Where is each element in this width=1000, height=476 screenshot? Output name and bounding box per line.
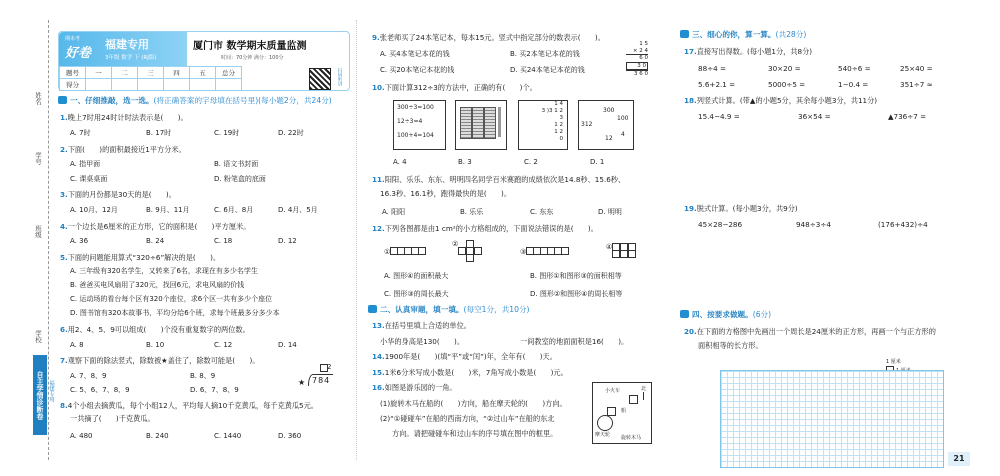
division-dividend: 784 <box>312 376 331 385</box>
option[interactable]: D. 明明 <box>598 208 622 216</box>
question-15[interactable] <box>372 368 568 377</box>
option[interactable]: A. 10月、12月 <box>70 206 118 214</box>
shape-4 <box>606 243 636 259</box>
brand-sub: 3年级 数学 下 (RJ版) <box>105 55 157 61</box>
question-4 <box>60 222 250 231</box>
division-line: 1 2 <box>554 129 563 135</box>
shape-label: ② <box>452 240 459 248</box>
division-line: 1 4 <box>554 101 563 107</box>
section-icon <box>680 310 689 318</box>
cell <box>418 247 426 255</box>
option[interactable]: A. 7时 <box>70 129 91 137</box>
section-icon <box>680 30 689 38</box>
method-line: 300÷3=100 <box>397 104 434 111</box>
cell <box>612 250 620 258</box>
question-number: 12. <box>372 224 385 233</box>
brand-banner <box>59 32 187 66</box>
option[interactable]: C. 12 <box>214 341 233 349</box>
map-label-train: 小火车 <box>605 388 621 394</box>
question-19 <box>684 204 798 213</box>
vertical-calc-item[interactable]: 15.4−4.9 = <box>698 112 740 121</box>
question-10 <box>372 83 537 92</box>
method-c-box <box>518 100 568 150</box>
step-calc-item[interactable]: 948÷3÷4 <box>796 220 831 229</box>
section-2-heading: 二、认真审题，填一填。 <box>380 305 464 314</box>
option[interactable]: B. 10 <box>146 341 165 349</box>
option[interactable]: C. 运动场的看台每个区有320个座位，求6个区一共有多少个座位 <box>70 295 273 303</box>
vertical-line: 3 0 <box>626 62 648 71</box>
exam-meta: 时间：70分钟 满分：100分 <box>221 55 284 61</box>
score-header-cell: 一 <box>86 67 112 79</box>
question-11-cont: 16.3秒、16.1秒，跑得最快的是( )。 <box>380 189 512 198</box>
tree-node: 300 <box>603 107 615 114</box>
section-2-title <box>368 305 530 315</box>
score-value-row <box>60 79 242 91</box>
shape-label: ① <box>384 248 391 256</box>
option[interactable]: A. 买4本笔记本花的钱 <box>380 50 450 58</box>
title-bar <box>187 32 349 66</box>
question-16-2-cont[interactable]: 方向。请把碰碰车和过山车的序号填在图中的框里。 <box>392 429 558 438</box>
division-line: 3 <box>559 115 563 121</box>
shape-2 <box>452 240 482 262</box>
hundred-block <box>460 107 472 139</box>
cell <box>466 254 474 262</box>
question-16-2[interactable]: (2)“①碰碰车”在船的西南方向，“②过山车”在船的东北 <box>380 414 555 423</box>
question-20-cont: 面积相等的长方形。 <box>698 341 763 350</box>
section-icon <box>368 305 377 313</box>
map-label-boat: 船 <box>621 408 627 414</box>
sidebar-title: 自主学情诊断卷 <box>36 370 44 420</box>
option[interactable]: B. 乐乐 <box>460 208 484 216</box>
oral-item[interactable]: 30×20 = <box>768 64 801 73</box>
score-row-label: 得分 <box>60 79 86 91</box>
option[interactable]: A. 36 <box>70 237 89 245</box>
question-text: 下面计算312÷3的方法中，正确的有( )个。 <box>384 83 537 92</box>
question-13-b[interactable]: 一间教室的地面面积是16( )。 <box>520 337 629 346</box>
question-text: 下列各图都是由1 cm²的小方格组成的，下面说法错误的是( )。 <box>384 224 598 233</box>
option[interactable]: C. 买20本笔记本花的钱 <box>380 66 455 74</box>
oral-item[interactable]: 351÷7 ≈ <box>900 80 933 89</box>
method-line: 12÷3=4 <box>397 118 423 125</box>
step-calc-item[interactable]: (176+432)÷4 <box>878 220 928 229</box>
question-number: 17. <box>684 47 697 56</box>
option[interactable]: A. 8 <box>70 341 84 349</box>
option[interactable]: A. 图形④的面积最大 <box>384 272 449 280</box>
question-1 <box>60 113 188 122</box>
section-2-note: (每空1分，共10分) <box>463 305 530 314</box>
question-14[interactable] <box>372 352 557 361</box>
sidebar-sub: 福建专用 <box>48 380 54 402</box>
option[interactable]: D. 买24本笔记本花的钱 <box>510 66 585 74</box>
step-calc-item[interactable]: 45×28−286 <box>698 220 743 229</box>
option[interactable]: C. 2 <box>524 158 538 166</box>
question-number: 13. <box>372 321 385 330</box>
section-3-title <box>680 30 806 40</box>
option[interactable]: D. 14 <box>278 341 297 349</box>
binding-label-class: 班级 <box>34 225 42 238</box>
option[interactable]: C. 课桌桌面 <box>70 175 108 183</box>
question-number: 2. <box>60 145 68 154</box>
brand-logo: 好卷 <box>65 46 92 61</box>
shape-3 <box>520 247 568 256</box>
vertical-line: × 2 4 <box>626 48 648 56</box>
question-text: 1米6分米写成小数是( )米，7角写成小数是( )元。 <box>384 368 568 377</box>
question-6 <box>60 325 250 334</box>
option[interactable]: A. 480 <box>70 432 93 440</box>
score-header-cell: 题号 <box>60 67 86 79</box>
question-text: 如图是游乐园的一角。 <box>384 383 457 392</box>
question-text: 下面( )的面积最接近1平方分米。 <box>67 145 186 154</box>
question-20 <box>684 327 936 336</box>
question-text: 4个小组去摘黄瓜，每个小组12人，平均每人摘10千克黄瓜，每千克黄瓜5元。 <box>67 401 318 410</box>
section-1-heading: 一、仔细推敲，选一选。 <box>70 96 154 105</box>
method-b-box <box>455 100 507 150</box>
vertical-calc-item[interactable]: 36×54 = <box>798 112 831 121</box>
question-number: 9. <box>372 33 380 42</box>
question-7 <box>60 356 259 365</box>
score-cell[interactable] <box>216 79 242 91</box>
oral-item[interactable]: 88÷4 = <box>698 64 727 73</box>
score-cell[interactable] <box>86 79 112 91</box>
score-cell[interactable] <box>164 79 190 91</box>
question-text: 列竖式计算。(带▲的小题5分，其余每小题3分，共11分) <box>696 96 878 105</box>
question-13-a[interactable]: 小华的身高是130( )。 <box>380 337 465 346</box>
shape-1 <box>384 247 425 256</box>
score-header-cell: 三 <box>138 67 164 79</box>
option[interactable]: D. 图书馆有320本故事书，平均分给6个班，求每个班最多分多少本 <box>70 309 280 317</box>
question-text: 下面的问题能用算式“320÷6”解决的是( )。 <box>67 253 221 262</box>
question-number: 15. <box>372 368 385 377</box>
north-label: 北 <box>641 386 647 392</box>
answer-box-1[interactable] <box>629 395 638 404</box>
option[interactable]: B. 240 <box>146 432 169 440</box>
section-4-note: (6分) <box>752 310 772 319</box>
question-5 <box>60 253 220 262</box>
option[interactable]: C. 19时 <box>214 129 240 137</box>
brand-region: 福建专用 <box>105 38 149 51</box>
ferris-wheel-icon <box>597 415 613 431</box>
tree-node: 100 <box>617 115 629 122</box>
method-line: 100+4=104 <box>397 132 434 139</box>
division-line: 3 )3 1 2 <box>541 108 563 114</box>
score-cell[interactable] <box>190 79 216 91</box>
question-number: 1. <box>60 113 68 122</box>
question-13 <box>372 321 471 330</box>
division-figure <box>296 363 336 390</box>
vertical-line: 6 0 <box>639 55 648 61</box>
question-text: 张老师买了24本笔记本，每本15元。竖式中指定部分的数表示( )。 <box>379 33 605 42</box>
section-1-note: (将正确答案的字母填在括号里)(每小题2分，共24分) <box>153 96 332 105</box>
column-divider <box>356 20 357 460</box>
score-cell[interactable] <box>138 79 164 91</box>
q9-vertical-multiplication <box>626 41 648 78</box>
option[interactable]: A. 4 <box>393 158 407 166</box>
option[interactable]: D. 22时 <box>278 129 304 137</box>
option[interactable]: B. 语文书封面 <box>214 160 259 168</box>
oral-item[interactable]: 540÷6 = <box>838 64 871 73</box>
option[interactable]: D. 粉笔盒的底面 <box>214 175 266 183</box>
vertical-calc-item[interactable]: ▲736÷7 = <box>888 112 927 121</box>
park-map <box>592 382 652 444</box>
shape-label: ③ <box>520 248 527 256</box>
option[interactable]: A. 指甲面 <box>70 160 101 168</box>
question-number: 4. <box>60 222 68 231</box>
question-number: 18. <box>684 96 697 105</box>
score-cell[interactable] <box>112 79 138 91</box>
cell <box>458 247 466 255</box>
score-header-cell: 五 <box>190 67 216 79</box>
vertical-line: 1 5 <box>639 41 648 47</box>
cell <box>628 250 636 258</box>
division-star: ★ <box>298 378 306 387</box>
binding-label-id: 学号 <box>34 152 42 165</box>
question-number: 19. <box>684 204 697 213</box>
score-header-cell: 四 <box>164 67 190 79</box>
option[interactable]: B. 图形①和图形③的面积相等 <box>530 272 622 280</box>
option[interactable]: C. 图形③的周长最大 <box>384 290 449 298</box>
option[interactable]: D. 12 <box>278 237 297 245</box>
question-text: 观察下面的除法竖式，除数被★盖住了，除数可能是( )。 <box>67 356 260 365</box>
question-8-cont: 一共摘了( )千克黄瓜。 <box>70 414 155 423</box>
question-text: 在下面的方格图中先画出一个周长是24厘米的正方形，再画一个与正方形的 <box>696 327 936 336</box>
question-number: 5. <box>60 253 68 262</box>
score-header-cell: 二 <box>112 67 138 79</box>
question-16 <box>372 383 457 392</box>
shape-label: ④ <box>606 243 613 251</box>
question-number: 14. <box>372 352 385 361</box>
question-9 <box>372 33 605 42</box>
question-number: 3. <box>60 190 68 199</box>
question-2 <box>60 145 186 154</box>
qr-code <box>309 68 331 90</box>
question-16-1[interactable]: (1)旋转木马在船的( )方向，船在摩天轮的( )方向。 <box>380 399 567 408</box>
division-line: 1 2 <box>554 122 563 128</box>
question-number: 10. <box>372 83 385 92</box>
map-label-ferris: 摩天轮 <box>595 432 611 438</box>
question-text: 一个边长是6厘米的正方形，它的面积是( )平方厘米。 <box>67 222 251 231</box>
question-12 <box>372 224 598 233</box>
option[interactable]: B. 买2本笔记本花的钱 <box>510 50 580 58</box>
question-3 <box>60 190 176 199</box>
option[interactable]: B. 24 <box>146 237 165 245</box>
division-quotient: 2 <box>327 363 332 371</box>
qr-label: 扫码听讲 <box>337 68 342 86</box>
option[interactable]: C. 东东 <box>530 208 554 216</box>
question-11 <box>372 175 625 184</box>
brand-small: 期末考 <box>65 36 81 42</box>
option[interactable]: C. 1440 <box>214 432 242 440</box>
option[interactable]: C. 18 <box>214 237 233 245</box>
question-text: 用2、4、5、9可以组成( )个没有重复数字的两位数。 <box>67 325 250 334</box>
question-number: 8. <box>60 401 68 410</box>
tree-node: 312 <box>581 121 593 128</box>
sidebar-title-box <box>33 355 47 435</box>
vertical-line: 3 6 0 <box>626 70 648 78</box>
question-number: 7. <box>60 356 68 365</box>
page-number: 21 <box>948 452 970 466</box>
option[interactable]: D. 图形②和图形④的周长相等 <box>530 290 623 298</box>
tree-node: 4 <box>621 131 625 138</box>
question-text: 在括号里填上合适的单位。 <box>384 321 471 330</box>
option[interactable]: D. 6、7、8、9 <box>190 386 239 394</box>
cell <box>620 250 628 258</box>
section-4-title <box>680 310 771 320</box>
section-3-heading: 三、细心的你，算一算。 <box>692 30 776 39</box>
section-4-heading: 四、按要求做题。 <box>692 310 753 319</box>
question-text: 直接写出得数。(每小题1分，共8分) <box>696 47 813 56</box>
cell <box>474 247 482 255</box>
section-icon <box>58 96 67 104</box>
division-line: 0 <box>559 136 563 142</box>
option[interactable]: A. 7、8、9 <box>70 372 107 380</box>
method-d-box <box>578 100 634 150</box>
question-text: 阳阳、乐乐、东东、明明四名同学百米赛跑的成绩依次是14.8秒、15.6秒、 <box>384 175 626 184</box>
north-arrow-icon <box>643 392 644 400</box>
ten-rod <box>498 107 501 137</box>
hundred-block <box>484 107 496 139</box>
question-number: 20. <box>684 327 697 336</box>
binding-label-school: 学校 <box>34 330 42 343</box>
option[interactable]: C. 5、6、7、8、9 <box>70 386 130 394</box>
method-a-box <box>393 100 446 150</box>
page-title: 厦门市 数学期末质量监测 <box>193 41 307 52</box>
answer-box-2[interactable] <box>607 407 616 416</box>
oral-item[interactable]: 5.6+2.1 = <box>698 80 736 89</box>
question-18 <box>684 96 877 105</box>
drawing-grid[interactable] <box>720 370 944 468</box>
score-table <box>59 66 242 91</box>
scale-label-vertical: 1 厘米 <box>886 359 901 365</box>
exam-header <box>58 31 350 91</box>
map-label-carousel: 旋转木马 <box>621 435 642 441</box>
option[interactable]: B. 8、9 <box>190 372 216 380</box>
option[interactable]: B. 3 <box>458 158 472 166</box>
binding-label-name: 姓名 <box>34 92 42 105</box>
question-text: 晚上7时用24时计时法表示是( )。 <box>67 113 188 122</box>
option[interactable]: C. 6月、8月 <box>214 206 254 214</box>
oral-item[interactable]: 5000÷5 = <box>768 80 806 89</box>
question-number: 6. <box>60 325 68 334</box>
question-17 <box>684 47 812 56</box>
question-number: 11. <box>372 175 385 184</box>
score-header-row <box>60 67 242 79</box>
option[interactable]: B. 17时 <box>146 129 172 137</box>
score-header-cell: 总分 <box>216 67 242 79</box>
section-1-title <box>58 96 332 106</box>
section-3-note: (共28分) <box>775 30 807 39</box>
oral-item[interactable]: 1−0.4 = <box>838 80 869 89</box>
option[interactable]: D. 360 <box>278 432 302 440</box>
question-number: 16. <box>372 383 385 392</box>
option[interactable]: D. 4月、5月 <box>278 206 318 214</box>
option[interactable]: A. 三年级有320名学生，又转来了6名，求现在有多少名学生 <box>70 267 258 275</box>
option[interactable]: A. 阳阳 <box>382 208 406 216</box>
option[interactable]: B. 9月、11月 <box>146 206 190 214</box>
option[interactable]: D. 1 <box>590 158 605 166</box>
question-8 <box>60 401 318 410</box>
hundred-block <box>472 107 484 139</box>
question-text: 下面的月份都是30天的是( )。 <box>67 190 176 199</box>
cell <box>561 247 569 255</box>
option[interactable]: B. 爸爸买电风扇用了320元，找回6元，求电风扇的价钱 <box>70 281 245 289</box>
question-text: 1900年是( )(填“平”或“闰”)年，全年有( )天。 <box>384 352 557 361</box>
oral-item[interactable]: 25×40 = <box>900 64 933 73</box>
question-text: 脱式计算。(每小题3分，共9分) <box>696 204 798 213</box>
tree-node: 12 <box>605 135 613 142</box>
